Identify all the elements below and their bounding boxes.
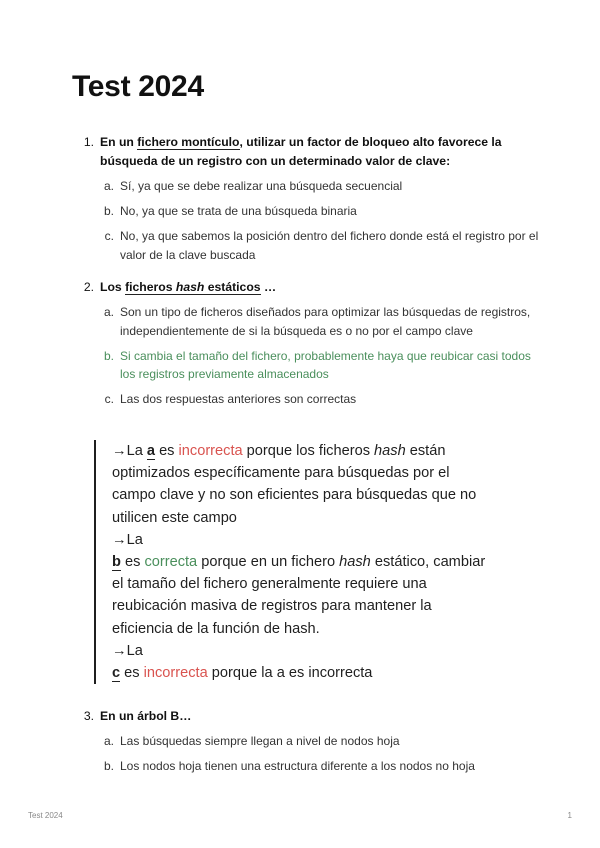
page-title: Test 2024: [72, 70, 204, 103]
explanation-text: porque en un fichero: [197, 554, 340, 571]
underlined-term-part: estáticos: [204, 280, 261, 294]
question-text: [100, 133, 542, 171]
explanation-text: están: [405, 443, 446, 459]
explanation-line: optimizados específicamente para búsquedas por el: [112, 465, 450, 482]
explanation-line: reubicación masiva de registros para mantener la: [112, 598, 432, 615]
italic-term: hash: [339, 554, 371, 571]
arrow-prefix: →La: [112, 642, 143, 659]
question-text: En un árbol B…: [100, 709, 192, 723]
question-text-post: , utilizar un factor de bloqueo alto favorece la búsqueda de un registro con un determinado valor de clave:: [100, 135, 502, 168]
options-list: [72, 177, 542, 264]
question-text: [100, 278, 542, 297]
options-list: [72, 732, 542, 776]
option-letter: c.: [104, 229, 114, 243]
verdict-incorrect: incorrecta: [143, 665, 208, 682]
explanation-line: utilicen este campo: [112, 509, 237, 526]
arrow-prefix: →La: [112, 443, 147, 459]
answer-letter: a: [146, 443, 156, 459]
question-2: [72, 278, 542, 415]
option-b: [72, 757, 542, 776]
option-letter: c.: [104, 392, 114, 406]
option-letter: a.: [103, 734, 114, 748]
option-a: [72, 732, 542, 751]
question-number: 3.: [83, 709, 94, 723]
option-letter: a.: [103, 179, 114, 193]
explanation-text: es: [155, 443, 179, 459]
option-text: Son un tipo de ficheros diseñados para optimizar las búsquedas de registros, independientemente de si la búsqueda es o no por el campo clave: [120, 305, 531, 338]
option-letter: a.: [103, 305, 114, 319]
option-text: Sí, ya que se debe realizar una búsqueda secuencial: [120, 179, 403, 193]
explanation-line: el tamaño del fichero generalmente requiere una: [112, 576, 427, 593]
option-a: [72, 303, 542, 340]
answer-letter: c: [112, 665, 121, 682]
italic-term: hash: [374, 443, 406, 459]
answer-letter: b: [112, 554, 121, 571]
option-c: [72, 227, 542, 264]
option-a: [72, 177, 542, 196]
verdict-incorrect: incorrecta: [178, 443, 243, 459]
underlined-term: [125, 280, 261, 295]
option-text: Los nodos hoja tienen una estructura diferente a los nodos no hoja: [120, 759, 475, 773]
question-text-post: …: [260, 280, 277, 294]
option-text: Las búsquedas siempre llegan a nivel de nodos hoja: [120, 734, 400, 748]
page-number: 1: [567, 811, 572, 820]
explanation-callout: [94, 440, 552, 684]
explanation-text: porque la a es incorrecta: [207, 665, 373, 682]
underlined-term-part: ficheros: [125, 280, 176, 294]
option-b: [72, 202, 542, 221]
explanation-line: eficiencia de la función de hash.: [112, 620, 320, 637]
explanation-text: es: [120, 554, 145, 571]
option-letter: b.: [103, 348, 114, 363]
explanation-text: es: [120, 665, 144, 682]
underlined-term: fichero montículo: [137, 135, 240, 149]
footer-title: Test 2024: [28, 811, 63, 820]
option-text: No, ya que se trata de una búsqueda binaria: [120, 204, 357, 218]
question-text-pre: En un: [100, 135, 138, 149]
option-text: Si cambia el tamaño del fichero, probablemente haya que reubicar casi todos los registros previamente almacenados: [120, 348, 531, 381]
question-1: [72, 133, 542, 271]
option-text: No, ya que sabemos la posición dentro del fichero donde está el registro por el valor de la clave buscada: [120, 229, 539, 262]
explanation-line: [112, 551, 552, 573]
options-list: [72, 303, 542, 409]
question-number: 2.: [83, 280, 94, 294]
underlined-term-italic: hash: [175, 280, 205, 294]
explanation-text: porque los ficheros: [242, 443, 375, 459]
question-3: [72, 707, 542, 782]
option-text: Las dos respuestas anteriores son correctas: [120, 392, 357, 406]
question-text-pre: Los: [100, 280, 126, 294]
option-b-correct: [72, 347, 542, 384]
option-letter: b.: [103, 204, 114, 218]
option-c: [72, 390, 542, 409]
explanation-text: estático, cambiar: [370, 554, 486, 571]
option-letter: b.: [103, 759, 114, 773]
explanation-line: [112, 662, 552, 684]
explanation-line: campo clave y no son eficientes para búsquedas que no: [112, 487, 477, 504]
question-number: 1.: [83, 135, 94, 149]
explanation-line: [112, 440, 552, 462]
verdict-correct: correcta: [144, 554, 198, 571]
arrow-prefix: →La: [112, 531, 143, 548]
